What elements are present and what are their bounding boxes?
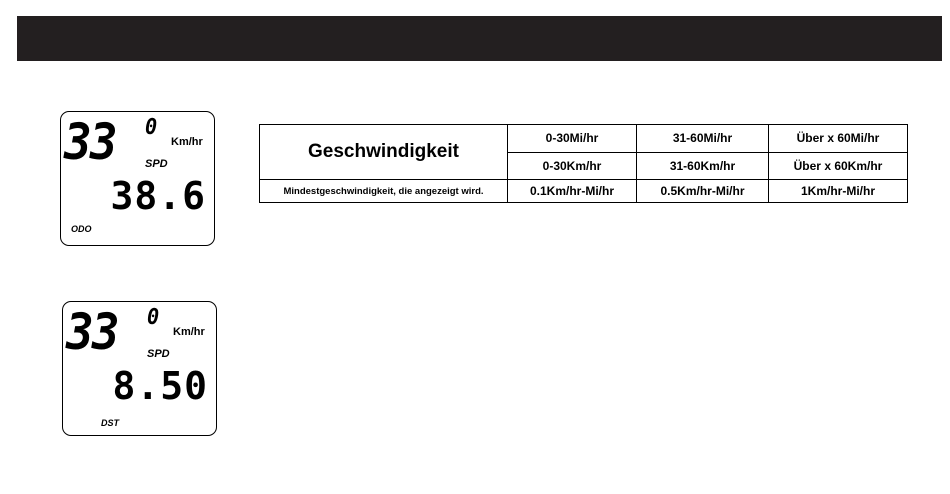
table-cell: 0-30Mi/hr [508,125,637,153]
table-header-speed: Geschwindigkeit [260,125,508,180]
lcd-speed-decimal: 0 [145,115,156,140]
table-cell: 31-60Mi/hr [637,125,769,153]
table-cell: Über x 60Mi/hr [769,125,908,153]
header-bar [17,16,942,61]
table-cell: 0.5Km/hr-Mi/hr [637,180,769,203]
table-cell: 0.1Km/hr-Mi/hr [508,180,637,203]
lcd-label: ODO [71,224,92,234]
table-row [260,125,908,153]
lcd-display-odo [60,111,215,246]
lcd-mode: SPD [145,158,168,170]
lcd-speed-digits: 33 [64,113,116,171]
lcd-mode: SPD [147,348,170,360]
table-cell: Über x 60Km/hr [769,152,908,180]
speed-resolution-table [259,124,908,203]
table-cell: 0-30Km/hr [508,152,637,180]
lcd-value: 8.50 [112,364,208,408]
lcd-speed-decimal: 0 [147,305,158,330]
lcd-unit: Km/hr [173,326,205,338]
table-cell: 31-60Km/hr [637,152,769,180]
lcd-value: 38.6 [110,174,206,218]
table-row [260,180,908,203]
lcd-display-dst [62,301,217,436]
table-min-speed-label: Mindestgeschwindigkeit, die angezeigt wird. [260,180,508,203]
table-cell: 1Km/hr-Mi/hr [769,180,908,203]
lcd-label: DST [101,418,119,428]
lcd-unit: Km/hr [171,136,203,148]
lcd-speed-digits: 33 [66,303,118,361]
